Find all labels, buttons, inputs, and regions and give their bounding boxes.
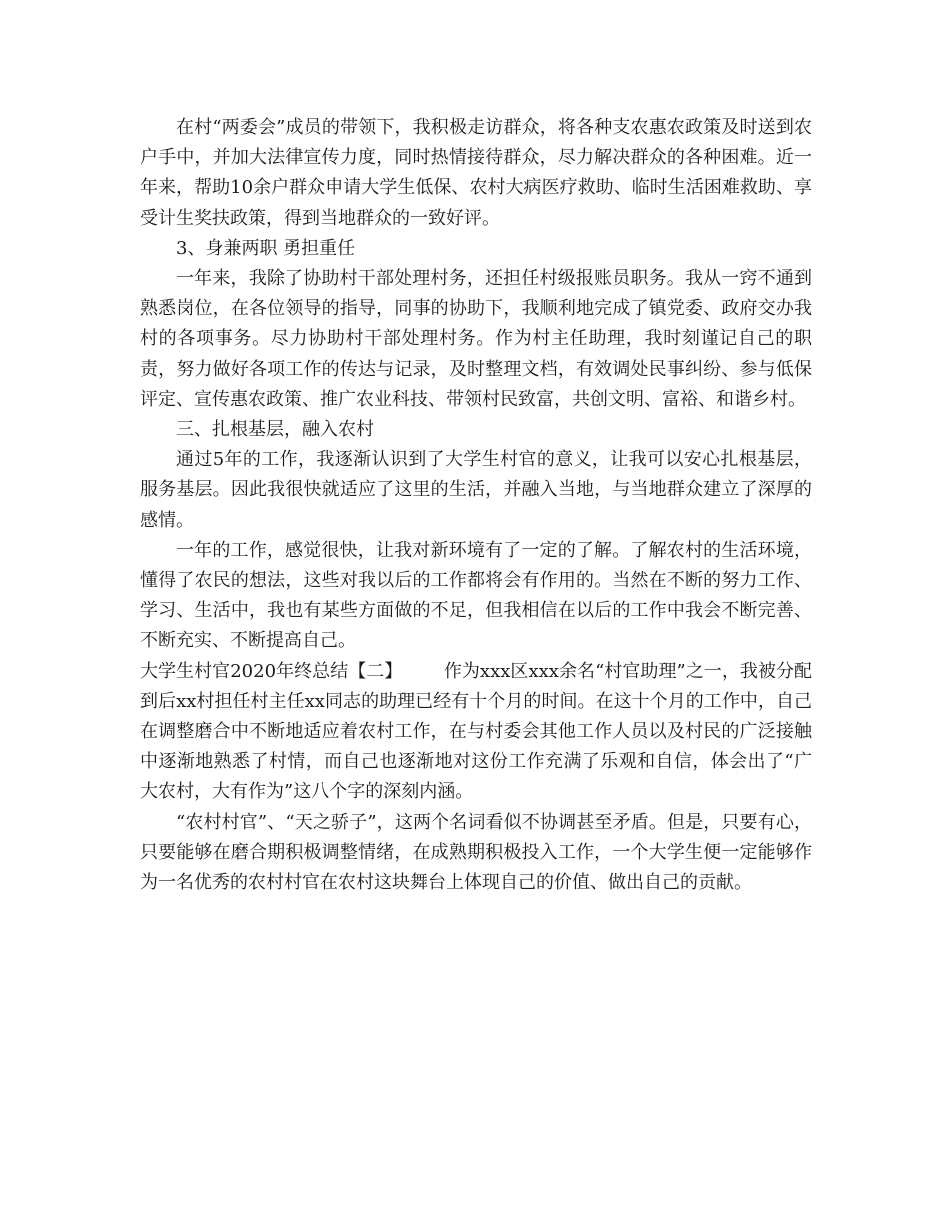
article-title: 大学生村官2020年终总结【二】 [140,660,403,682]
section-heading-3: 3、身兼两职 勇担重任 [176,237,356,259]
document-page [140,113,812,898]
paragraph-2: 一年来，我除了协助村干部处理村务，还担任村级报账员职务。我从一窍不通到熟悉岗位，在各位领导的指导，同事的协助下，我顺利地完成了镇党委、政府交办我村的各项事务。尽力协助村干部处理村务。作为村主任助理，我时刻谨记自己的职责，努力做好各项工作的传达与记录，及时整理文档，有效调处民事纠纷、参与低保评定、宣传惠农政策、推广农业科技、带领村民致富，共创文明、富裕、和谐乡村。 [140,268,812,410]
paragraph-5 [140,657,812,808]
paragraph-6: “农村村官”、“天之骄子”，这两个名词看似不协调甚至矛盾。但是，只要有心，只要能够在磨合期积极调整情绪，在成熟期积极投入工作，一个大学生便一定能够作为一名优秀的农村村官在农村这块舞台上体现自己的价值、做出自己的贡献。 [140,811,812,894]
paragraph-4: 一年的工作，感觉很快，让我对新环境有了一定的了解。了解农村的生活环境，懂得了农民的想法，这些对我以后的工作都将会有作用的。当然在不断的努力工作、学习、生活中，我也有某些方面做的不足，但我相信在以后的工作中我会不断完善、不断充实、不断提高自己。 [140,539,812,652]
paragraph-1: 在村“两委会”成员的带领下，我积极走访群众，将各种支农惠农政策及时送到农户手中，并加大法律宣传力度，同时热情接待群众，尽力解决群众的各种困难。近一年来，帮助10余户群众申请大学生低保、农村大病医疗救助、临时生活困难救助、享受计生奖扶政策，得到当地群众的一致好评。 [140,117,812,229]
paragraph-3: 通过5年的工作，我逐渐认识到了大学生村官的意义，让我可以安心扎根基层，服务基层。因此我很快就适应了这里的生活，并融入当地，与当地群众建立了深厚的感情。 [140,449,812,531]
section-heading-three: 三、扎根基层，融入农村 [176,419,374,441]
paragraph-5-body: 作为xxx区xxx余名“村官助理”之一，我被分配到后xx村担任村主任xx同志的助理已经有十个月的时间。在这十个月的工作中，自己在调整磨合中不断地适应着农村工作，在与村委会其他工作人员以及村民的广泛接触中逐渐地熟悉了村情，而自己也逐渐地对这份工作充满了乐观和自信，体会出了“广大农村，大有作为”这八个字的深刻内涵。 [140,660,813,803]
